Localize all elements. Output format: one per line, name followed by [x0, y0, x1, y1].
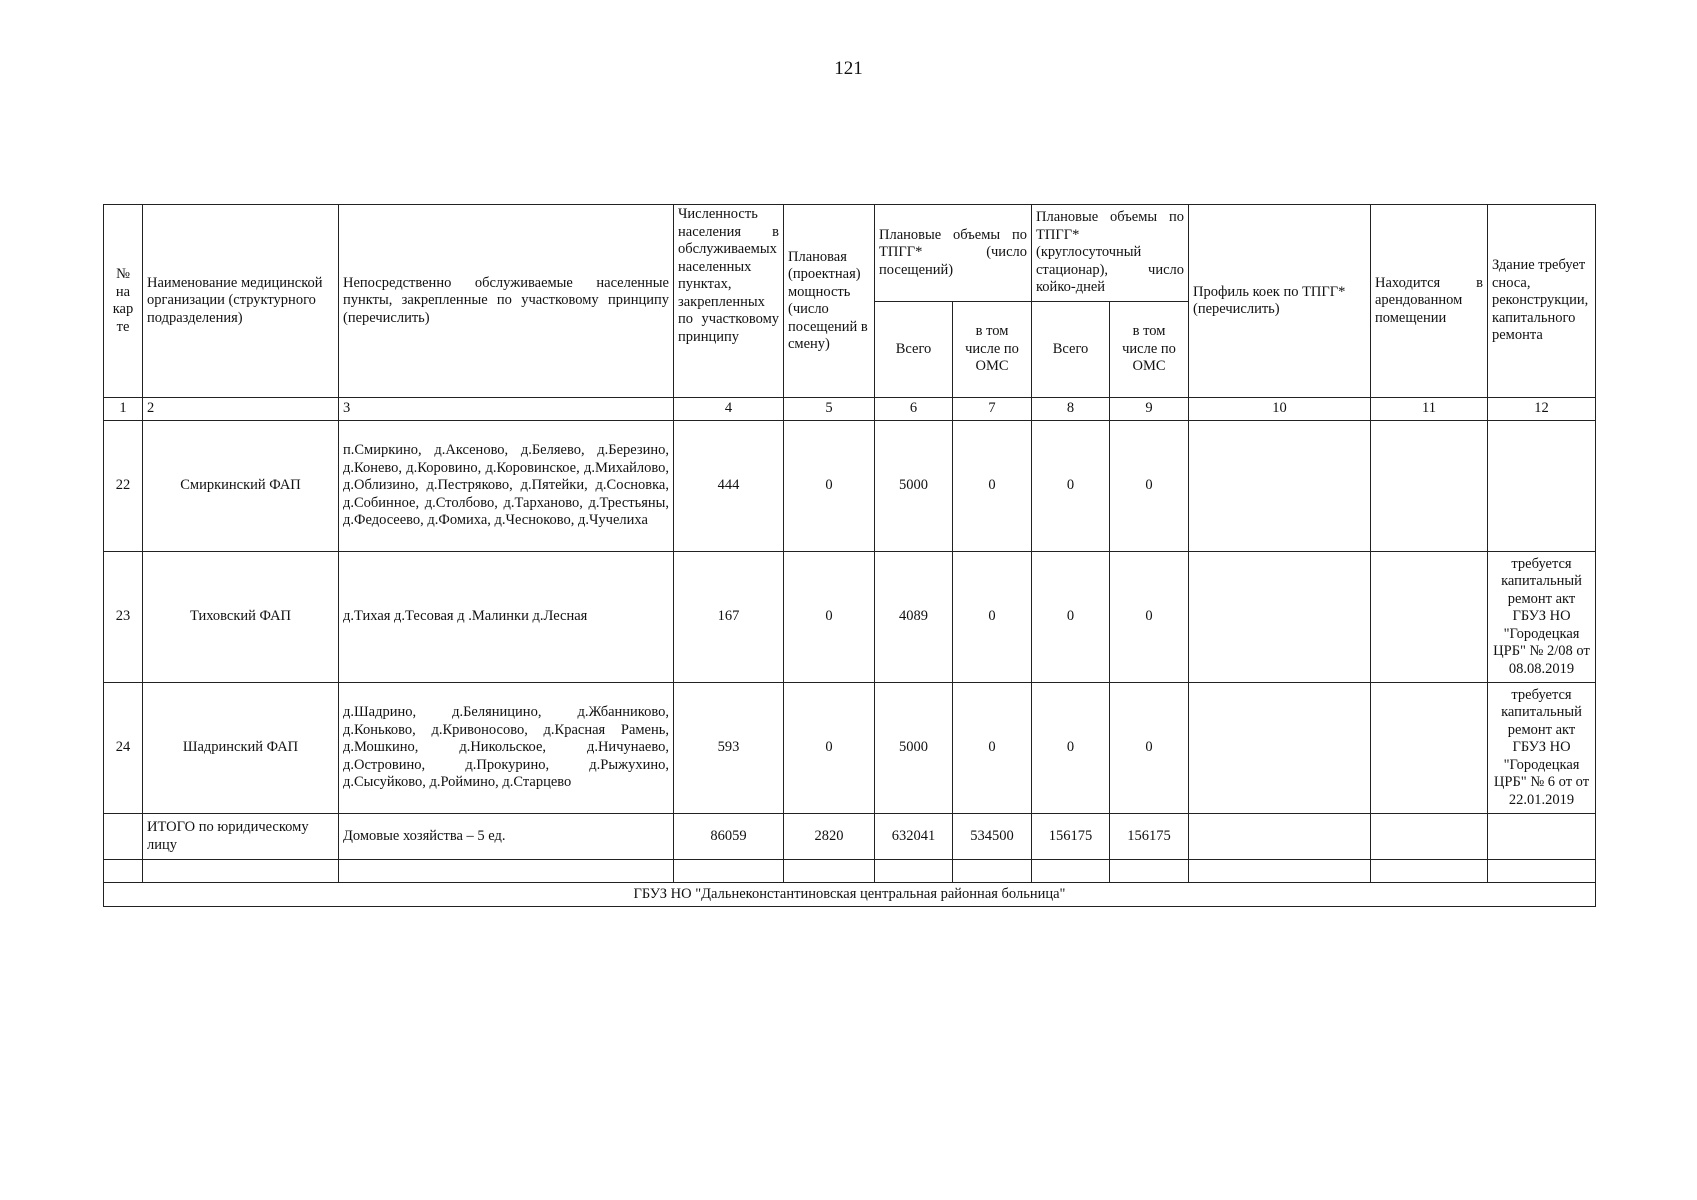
total-rented	[1371, 814, 1488, 860]
colnum-7: 7	[953, 398, 1032, 421]
colnum-2: 2	[143, 398, 339, 421]
colnum-9: 9	[1110, 398, 1189, 421]
colnum-4: 4	[674, 398, 784, 421]
empty-cell	[1110, 860, 1189, 883]
row-beddays-oms: 0	[1110, 683, 1189, 814]
row-rented	[1371, 683, 1488, 814]
row-visits-total: 5000	[875, 683, 953, 814]
header-visits-total: Всего	[875, 302, 953, 398]
row-building	[1488, 421, 1596, 552]
row-visits-oms: 0	[953, 552, 1032, 683]
row-settlements: д.Шадрино, д.Беляницино, д.Жбанниково, д.Коньково, д.Кривоносово, д.Красная Рамень, д.Мошкино, д.Никольское, д.Ничунаево, д.Островино, д.Прокурино, д.Рыжухино, д.Сысуйково, д.Роймино, д.Старцево	[339, 683, 674, 814]
row-rented	[1371, 421, 1488, 552]
colnum-6: 6	[875, 398, 953, 421]
row-num: 23	[104, 552, 143, 683]
row-settlements: д.Тихая д.Тесовая д .Малинки д.Лесная	[339, 552, 674, 683]
empty-cell	[339, 860, 674, 883]
header-rented: Находится в арендованном помещении	[1371, 205, 1488, 398]
colnum-10: 10	[1189, 398, 1371, 421]
header-bed-profile: Профиль коек по ТПГГ* (перечислить)	[1189, 205, 1371, 398]
row-population: 593	[674, 683, 784, 814]
row-capacity: 0	[784, 421, 875, 552]
colnum-3: 3	[339, 398, 674, 421]
empty-cell	[1032, 860, 1110, 883]
header-settlements: Непосредственно обслуживаемые населенные пункты, закрепленные по участковому принципу (перечислить)	[339, 205, 674, 398]
total-visits-total: 632041	[875, 814, 953, 860]
row-beddays-oms: 0	[1110, 421, 1189, 552]
row-beddays-oms: 0	[1110, 552, 1189, 683]
row-beddays-total: 0	[1032, 683, 1110, 814]
section-row	[104, 883, 1596, 907]
row-capacity: 0	[784, 683, 875, 814]
empty-cell	[1488, 860, 1596, 883]
row-num: 24	[104, 683, 143, 814]
row-visits-oms: 0	[953, 683, 1032, 814]
row-bed-profile	[1189, 552, 1371, 683]
empty-cell	[104, 860, 143, 883]
row-population: 167	[674, 552, 784, 683]
row-beddays-total: 0	[1032, 421, 1110, 552]
total-settlements: Домовые хозяйства – 5 ед.	[339, 814, 674, 860]
total-capacity: 2820	[784, 814, 875, 860]
header-capacity: Плановая (проектная) мощность (число посещений в смену)	[784, 205, 875, 398]
colnum-12: 12	[1488, 398, 1596, 421]
header-beddays-oms: в том числе по ОМС	[1110, 302, 1189, 398]
header-visits-group: Плановые объемы по ТПГГ* (число посещений)	[875, 205, 1032, 302]
empty-cell	[674, 860, 784, 883]
row-settlements: п.Смиркино, д.Аксеново, д.Беляево, д.Березино, д.Конево, д.Коровино, д.Коровинское, д.Михайлово, д.Облизино, д.Пестряково, д.Пятейки, д.Сосновка, д.Собинное, д.Столбово, д.Тарханово, д.Трестьяны, д.Федосеево, д.Фомиха, д.Чесноково, д.Чучелиха	[339, 421, 674, 552]
table-row	[104, 683, 1596, 814]
header-building: Здание требует сноса, реконструкции, капитального ремонта	[1488, 205, 1596, 398]
total-beddays-total: 156175	[1032, 814, 1110, 860]
table-row	[104, 552, 1596, 683]
table-row	[104, 421, 1596, 552]
row-beddays-total: 0	[1032, 552, 1110, 683]
header-num: № на кар те	[104, 205, 143, 398]
empty-cell	[784, 860, 875, 883]
row-visits-total: 5000	[875, 421, 953, 552]
header-beddays-group: Плановые объемы по ТПГГ* (круглосуточный стационар), число койко-дней	[1032, 205, 1189, 302]
row-name: Смиркинский ФАП	[143, 421, 339, 552]
total-row	[104, 814, 1596, 860]
row-population: 444	[674, 421, 784, 552]
row-building: требуется капитальный ремонт акт ГБУЗ НО "Городецкая ЦРБ" № 6 от от 22.01.2019	[1488, 683, 1596, 814]
row-bed-profile	[1189, 421, 1371, 552]
row-visits-oms: 0	[953, 421, 1032, 552]
total-beddays-oms: 156175	[1110, 814, 1189, 860]
header-name: Наименование медицинской организации (структурного подразделения)	[143, 205, 339, 398]
empty-cell	[953, 860, 1032, 883]
facilities-table	[103, 204, 1596, 907]
page-number: 121	[834, 58, 863, 79]
colnum-1: 1	[104, 398, 143, 421]
total-label: ИТОГО по юридическому лицу	[143, 814, 339, 860]
colnum-5: 5	[784, 398, 875, 421]
row-bed-profile	[1189, 683, 1371, 814]
total-bed-profile	[1189, 814, 1371, 860]
empty-cell	[1371, 860, 1488, 883]
section-title: ГБУЗ НО "Дальнеконстантиновская центральная районная больница"	[104, 883, 1596, 907]
header-population: Численность населения в обслуживаемых населенных пунктах, закрепленных по участковому принципу	[674, 205, 784, 398]
total-building	[1488, 814, 1596, 860]
empty-row	[104, 860, 1596, 883]
row-capacity: 0	[784, 552, 875, 683]
header-row-1	[104, 205, 1596, 302]
total-population: 86059	[674, 814, 784, 860]
row-name: Шадринский ФАП	[143, 683, 339, 814]
empty-cell	[1189, 860, 1371, 883]
row-visits-total: 4089	[875, 552, 953, 683]
row-building: требуется капитальный ремонт акт ГБУЗ НО "Городецкая ЦРБ" № 2/08 от 08.08.2019	[1488, 552, 1596, 683]
header-beddays-total: Всего	[1032, 302, 1110, 398]
header-visits-oms: в том числе по ОМС	[953, 302, 1032, 398]
colnum-8: 8	[1032, 398, 1110, 421]
colnum-11: 11	[1371, 398, 1488, 421]
total-visits-oms: 534500	[953, 814, 1032, 860]
row-rented	[1371, 552, 1488, 683]
empty-cell	[875, 860, 953, 883]
total-num	[104, 814, 143, 860]
column-numbering-row	[104, 398, 1596, 421]
row-name: Тиховский ФАП	[143, 552, 339, 683]
empty-cell	[143, 860, 339, 883]
row-num: 22	[104, 421, 143, 552]
